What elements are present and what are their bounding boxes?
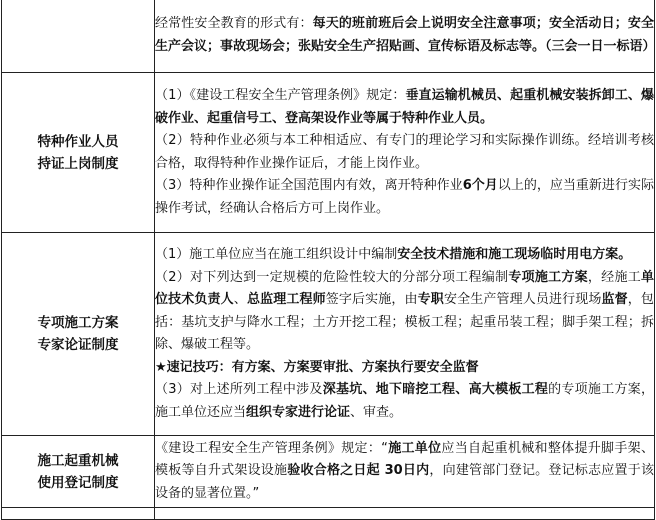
- row-label: [2, 233, 155, 436]
- text-run-bold: 垂直运输机械员、起重机械安装拆卸工、爆破作业、起重信号工、登高架设作业等属于特种作业人员。: [155, 88, 654, 126]
- text-run: ，向建管部门登记。登记标志应置于该设备的显著位置。”: [155, 463, 654, 501]
- text-run: 以上的，应当重新进行实际操作考试，经确认合格后方可上岗作业。: [155, 178, 654, 216]
- text-run: （1）施工单位应当在施工组织设计中编制: [155, 247, 398, 262]
- table-row: [2, 508, 655, 520]
- text-run-bold: 专项施工方案: [508, 269, 588, 285]
- text-run: （3）对上述所列工程中涉及: [155, 382, 323, 397]
- row-content: [155, 436, 655, 508]
- row-content: [155, 0, 655, 73]
- text-run: ，包括：基坑支护与降水工程；土方开挖工程；模板工程；起重吊装工程；脚手架工程；拆除、爆破工程等。: [155, 292, 654, 352]
- text-run-bold: 深基坑、地下暗挖工程、高大模板工程: [322, 382, 549, 397]
- text-run: 经常性安全教育的形式有：: [155, 16, 313, 31]
- row-content: [155, 73, 655, 233]
- paragraph: [155, 130, 654, 175]
- table-row: [2, 233, 655, 436]
- table-row: [2, 73, 655, 233]
- row-label-line: 专项施工方案: [37, 315, 119, 331]
- text-run-bold: 单位技术负责人: [155, 269, 654, 307]
- text-run-bold: 6个月: [462, 178, 498, 193]
- table-row: [2, 0, 655, 73]
- row-label-line: 专家论证制度: [37, 337, 119, 353]
- row-label: [2, 73, 155, 233]
- text-run-bold: 施工单位: [387, 440, 442, 456]
- row-label: [2, 0, 155, 73]
- table-row: [2, 436, 655, 508]
- row-label-line: 使用登记制度: [37, 474, 119, 491]
- paragraph: [155, 267, 654, 357]
- text-run: 签字后实施，由: [325, 292, 418, 307]
- paragraph: [155, 13, 654, 58]
- text-run-bold: 监督: [601, 292, 628, 307]
- row-content: [155, 508, 655, 520]
- row-content: [155, 233, 655, 436]
- text-run: 《建设工程安全生产管理条例》规定：“: [155, 440, 388, 456]
- memory-tip: [155, 357, 654, 380]
- text-run-bold: 组织专家进行论证: [246, 404, 351, 420]
- text-run-bold: 安全技术措施和施工现场临时用电方案。: [397, 247, 632, 262]
- paragraph: [155, 438, 654, 506]
- text-run: 、审查。: [350, 404, 403, 420]
- text-run: 应当自起重机械和整体提升脚手架、模板等自升式架设设施: [155, 440, 654, 479]
- text-run: 安全生产管理人员进行现场: [443, 292, 602, 307]
- row-label-line: 特种作业人员: [37, 133, 119, 150]
- text-run: 、: [233, 292, 247, 307]
- paragraph: [155, 85, 654, 130]
- text-run: （2）对下列达到一定规模的危险性较大的分部分项工程编制: [155, 269, 509, 285]
- text-run-bold: 每天的班前班后会上说明安全注意事项；安全活动日；安全生产会议；事故现场会；张贴安全生产招贴画、宣传标语及标志等。（三会一日一标语）: [155, 16, 656, 54]
- text-run: 的专项施工方案，施工单位还应当: [155, 382, 654, 420]
- row-label-line: 持证上岗制度: [37, 155, 119, 172]
- paragraph: [155, 244, 654, 267]
- regulations-table: [1, 0, 655, 520]
- paragraph: [155, 175, 654, 220]
- text-run: （3）特种作业操作证全国范围内有效，离开特种作业: [155, 178, 463, 193]
- row-label: [2, 508, 155, 520]
- text-run: ，经施工: [587, 269, 641, 285]
- paragraph: [155, 379, 654, 424]
- text-run-bold: 总监理工程师: [246, 292, 326, 307]
- text-run-bold: 验收合格之日起 30日内: [287, 463, 430, 479]
- row-label-line: 施工起重机械: [37, 452, 119, 469]
- text-run-bold: 专职: [417, 292, 444, 307]
- text-run-bold: ★速记技巧：有方案、方案要审批、方案执行要安全监督: [155, 359, 479, 375]
- text-run: （1）《建设工程安全生产管理条例》规定：: [155, 88, 406, 103]
- row-label: [2, 436, 155, 508]
- text-run: （2）特种作业必须与本工种相适应、有专门的理论学习和实际操作训练。经培训考核合格，取得特种作业操作证后，才能上岗作业。: [155, 133, 654, 171]
